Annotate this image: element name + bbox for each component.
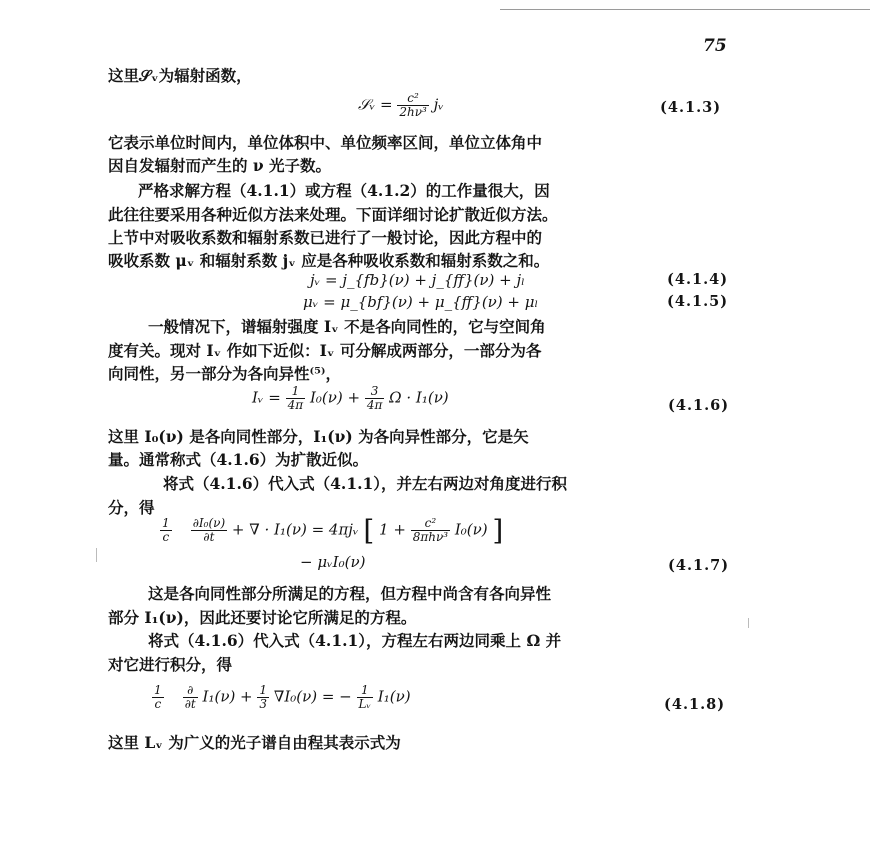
- fraction: [286, 385, 306, 412]
- eq-lhs: Iᵥ =: [252, 388, 281, 407]
- eq-term: ∇I₀(ν) = −: [273, 687, 352, 706]
- denominator: 3: [259, 697, 268, 711]
- text-line: 这里 I₀(ν) 是各向同性部分，I₁(ν) 为各向异性部分，它是矢: [108, 427, 529, 446]
- equation-number: (4.1.8): [664, 696, 726, 713]
- fraction: [152, 684, 164, 711]
- numerator: 1: [154, 683, 162, 697]
- denominator: Lᵥ: [358, 697, 371, 711]
- fraction: [191, 517, 227, 544]
- equation-number: (4.1.4): [667, 271, 729, 288]
- denominator: ∂t: [184, 697, 196, 711]
- denominator: 8πhν³: [412, 530, 449, 544]
- eq-term: I₀(ν): [454, 520, 488, 539]
- numerator: c²: [397, 92, 428, 106]
- text-line: 量。通常称式（4.1.6）为扩散近似。: [108, 450, 369, 469]
- margin-mark: [96, 548, 97, 562]
- equation-4-1-4: jᵥ = j_{fb}(ν) + j_{ff}(ν) + jₗ: [310, 271, 525, 289]
- eq-tail: jᵥ: [433, 95, 444, 114]
- bracket-left: [: [363, 514, 375, 547]
- margin-mark: [748, 618, 749, 628]
- text-line: 对它进行积分，得: [108, 655, 233, 674]
- equation-number: (4.1.7): [668, 557, 730, 574]
- text-line: 上节中对吸收系数和辐射系数已进行了一般讨论，因此方程中的: [108, 228, 543, 247]
- text-line: 这是各向同性部分所满足的方程，但方程中尚含有各向异性: [148, 584, 552, 603]
- text-line: 向同性，另一部分为各向异性⁽⁵⁾，: [108, 364, 342, 383]
- eq-term: I₀(ν) +: [309, 388, 361, 407]
- denominator: c: [154, 697, 162, 711]
- fraction: [397, 92, 428, 119]
- eq-tail: I₁(ν): [377, 687, 411, 706]
- numerator: 1: [286, 385, 306, 399]
- text-line: 一般情况下，谱辐射强度 Iᵥ 不是各向同性的，它与空间角: [148, 317, 546, 336]
- denominator: 4π: [366, 398, 383, 412]
- denominator: 2hν³: [399, 105, 427, 119]
- equation-4-1-7-line2: − μᵥI₀(ν): [300, 553, 366, 571]
- eq-lhs: 𝒮ᵥ =: [358, 95, 393, 114]
- text-line: 因自发辐射而产生的 ν 光子数。: [108, 156, 332, 175]
- text-line: 它表示单位时间内，单位体积中、单位频率区间，单位立体角中: [108, 133, 543, 152]
- fraction: [365, 385, 385, 412]
- bracket-right: ]: [492, 514, 504, 547]
- numerator: 1: [259, 683, 268, 697]
- text-line: 将式（4.1.6）代入式（4.1.1），方程左右两边同乘上 Ω 并: [148, 631, 562, 650]
- fraction: [411, 517, 450, 544]
- text-line: 吸收系数 μᵥ 和辐射系数 jᵥ 应是各种吸收系数和辐射系数之和。: [108, 251, 550, 270]
- eq-tail: Ω · I₁(ν): [389, 388, 449, 407]
- numerator: 1: [162, 516, 170, 530]
- text-line: 这里𝒮ᵥ为辐射函数，: [108, 66, 252, 85]
- fraction: [357, 684, 373, 711]
- equation-number: (4.1.3): [660, 99, 722, 116]
- equation-4-1-5: μᵥ = μ_{bf}(ν) + μ_{ff}(ν) + μₗ: [303, 293, 539, 311]
- eq-term: + ∇ · I₁(ν) = 4πjᵥ: [231, 520, 359, 539]
- eq-term: 1 +: [379, 520, 406, 539]
- numerator: ∂I₀(ν): [192, 516, 226, 530]
- equation-4-1-3: [358, 92, 444, 119]
- equation-4-1-8: [152, 684, 411, 711]
- equation-number: (4.1.6): [668, 397, 730, 414]
- fraction: [183, 684, 198, 711]
- denominator: c: [162, 530, 170, 544]
- text-line: 严格求解方程（4.1.1）或方程（4.1.2）的工作量很大，因: [138, 181, 550, 200]
- equation-number: (4.1.5): [667, 293, 729, 310]
- text-line: 将式（4.1.6）代入式（4.1.1），并左右两边对角度进行积: [163, 474, 568, 493]
- eq-term: I₁(ν) +: [202, 687, 253, 706]
- denominator: 4π: [287, 398, 304, 412]
- text-line: 分，得: [108, 498, 155, 517]
- numerator: 1: [357, 684, 373, 698]
- text-line: 度有关。现对 Iᵥ 作如下近似：Iᵥ 可分解成两部分，一部分为各: [108, 341, 542, 360]
- numerator: c²: [411, 517, 450, 531]
- page-number: 75: [703, 36, 727, 56]
- numerator: ∂: [183, 684, 198, 698]
- text-line: 这里 Lᵥ 为广义的光子谱自由程其表示式为: [108, 733, 401, 752]
- top-rule: [500, 9, 870, 10]
- denominator: ∂t: [203, 530, 215, 544]
- fraction: [160, 517, 172, 544]
- text-line: 部分 I₁(ν)，因此还要讨论它所满足的方程。: [108, 608, 417, 627]
- equation-4-1-7: [160, 514, 503, 547]
- fraction: [257, 684, 269, 711]
- numerator: 3: [365, 385, 385, 399]
- text-line: 此往往要采用各种近似方法来处理。下面详细讨论扩散近似方法。: [108, 205, 558, 224]
- equation-4-1-6: [252, 385, 449, 412]
